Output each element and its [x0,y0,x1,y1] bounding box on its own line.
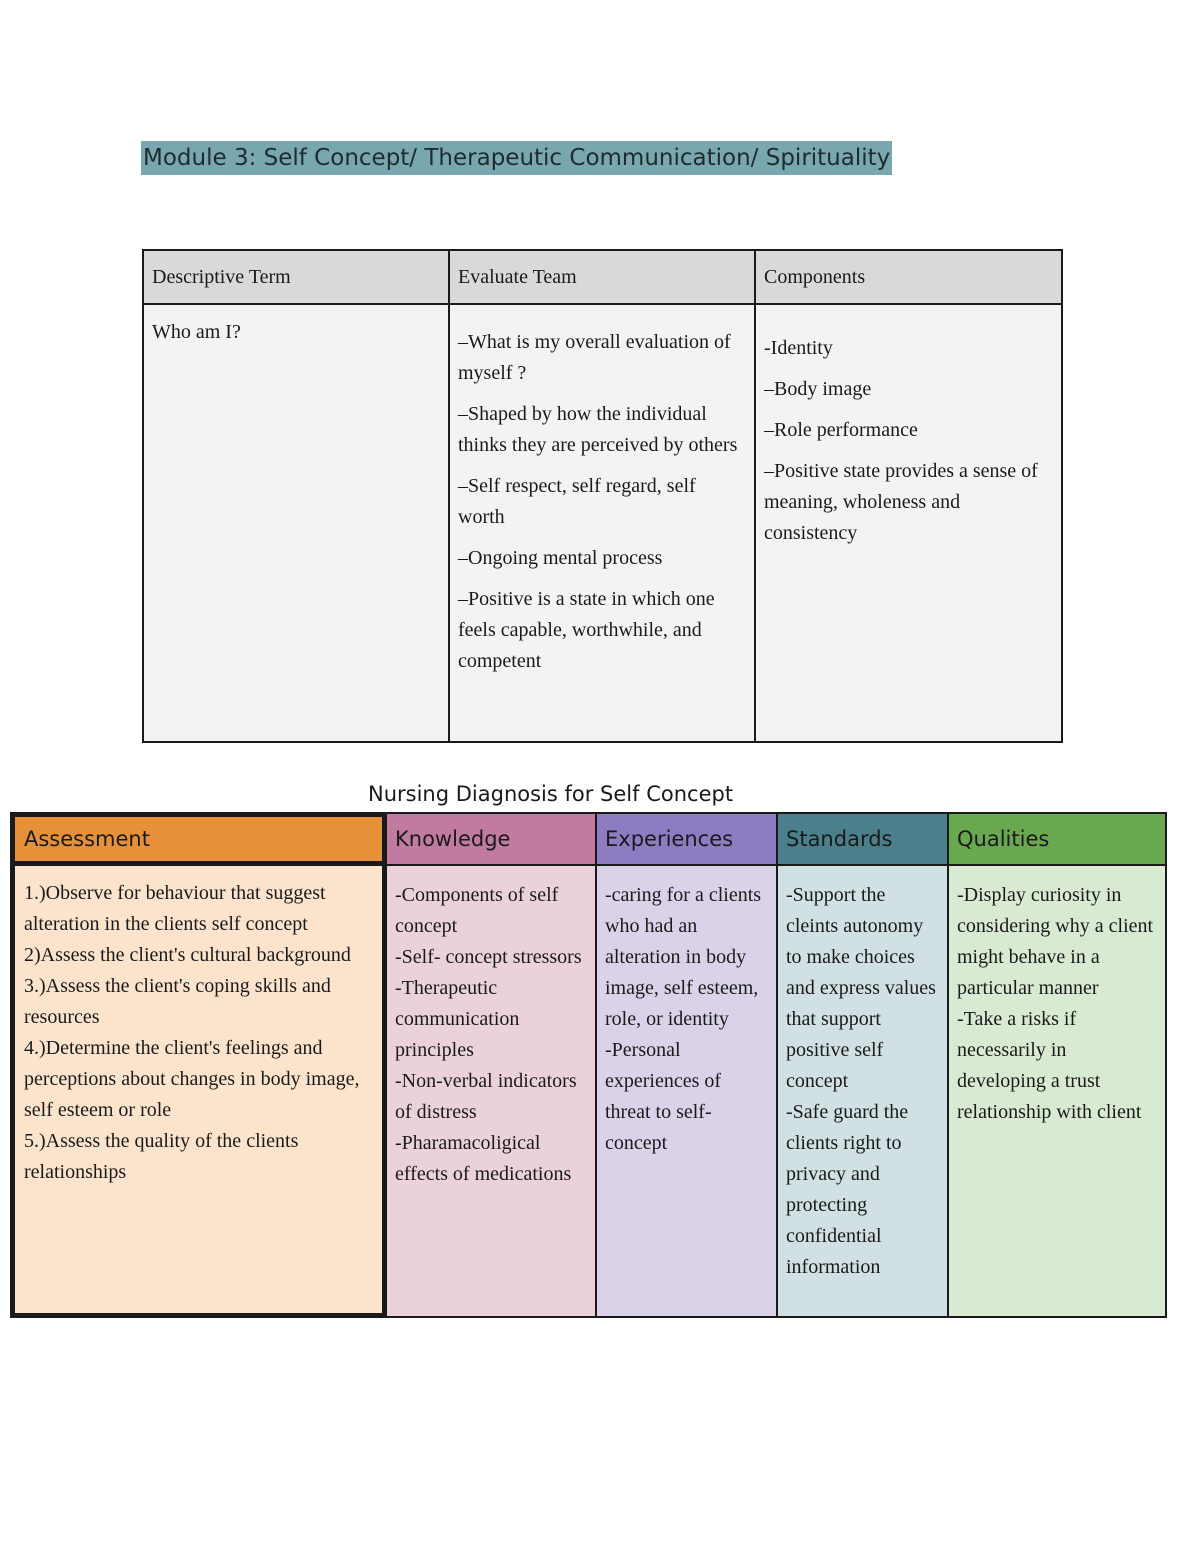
module-title: Module 3: Self Concept/ Therapeutic Communication/ Spirituality [141,141,892,175]
experiences-item: -caring for a clients who had an alteration in body image, self esteem, role, or identity [605,884,762,1030]
standards-item: -Safe guard the clients right to privacy and protecting confidential information [786,1101,909,1278]
evaluate-item: –Ongoing mental process [458,547,663,569]
assessment-header: Assessment [15,817,382,866]
component-item: -Identity [764,337,833,359]
evaluate-item: –Shaped by how the individual thinks they are perceived by others [458,403,738,456]
header-evaluate-team: Evaluate Team [449,250,755,304]
qualities-item: -Take a risks if necessarily in developing a trust relationship with client [957,1008,1142,1123]
knowledge-header: Knowledge [387,814,595,866]
knowledge-item: -Therapeutic communication principles [395,977,520,1061]
knowledge-column [385,812,597,1318]
self-concept-term-table [142,249,1063,743]
assessment-item: 2)Assess the client's cultural background [24,944,351,966]
experiences-body [597,866,776,1159]
assessment-body [15,866,382,1188]
component-item: –Role performance [764,419,918,441]
components-cell [755,304,1062,742]
term-table-body-row [143,304,1062,742]
qualities-header: Qualities [949,814,1165,866]
assessment-item: 3.)Assess the client's coping skills and resources [24,975,331,1028]
evaluate-item: –What is my overall evaluation of myself ? [458,331,731,384]
experiences-item: -Personal experiences of threat to self-concept [605,1039,722,1154]
component-item: –Positive state provides a sense of meaning, wholeness and consistency [764,460,1038,544]
header-descriptive-term: Descriptive Term [143,250,449,304]
knowledge-body [387,866,595,1190]
knowledge-item: -Components of self concept [395,884,559,937]
evaluate-item: –Positive is a state in which one feels capable, worthwhile, and competent [458,588,715,672]
descriptive-term-text: Who am I? [152,321,241,343]
descriptive-term-cell [143,304,449,742]
standards-column [776,812,949,1318]
qualities-body [949,866,1165,1128]
assessment-column [10,812,387,1318]
term-table-header-row [143,250,1062,304]
qualities-column [947,812,1167,1318]
knowledge-item: -Non-verbal indicators of distress [395,1070,577,1123]
standards-item: -Support the cleints autonomy to make choices and express values that support positive self concept [786,884,936,1092]
assessment-item: 1.)Observe for behaviour that suggest alteration in the clients self concept [24,882,326,935]
diagnosis-title: Nursing Diagnosis for Self Concept [368,782,734,806]
knowledge-item: -Pharamacoligical effects of medications [395,1132,572,1185]
experiences-header: Experiences [597,814,776,866]
assessment-item: 4.)Determine the client's feelings and perceptions about changes in body image, self esteem or role [24,1037,360,1121]
component-item: –Body image [764,378,872,400]
knowledge-item: -Self- concept stressors [395,946,582,968]
evaluate-item: –Self respect, self regard, self worth [458,475,696,528]
header-components: Components [755,250,1062,304]
qualities-item: -Display curiosity in considering why a client might behave in a particular manner [957,884,1154,999]
evaluate-team-cell [449,304,755,742]
nursing-diagnosis-table [10,812,1167,1318]
standards-body [778,866,947,1283]
experiences-column [595,812,778,1318]
assessment-item: 5.)Assess the quality of the clients relationships [24,1130,299,1183]
standards-header: Standards [778,814,947,866]
